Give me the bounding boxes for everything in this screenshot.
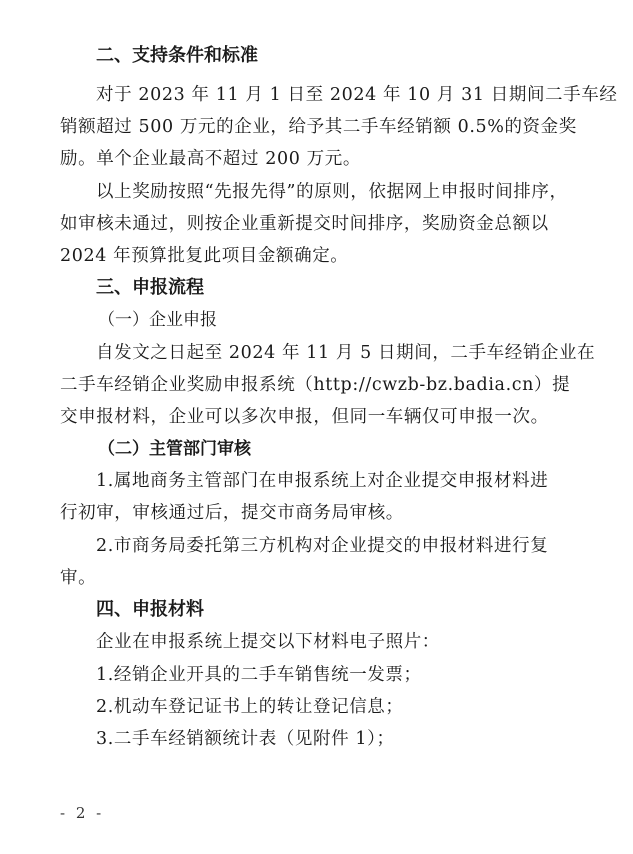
paragraph-line: 以上奖励按照“先报先得”的原则，依据网上申报时间排序，	[96, 182, 568, 202]
paragraph-line: 2024 年预算批复此项目金额确定。	[60, 246, 349, 266]
page-number: - 2 -	[60, 804, 105, 822]
list-item-line: 1.属地商务主管部门在申报系统上对企业提交申报材料进	[96, 471, 549, 491]
paragraph-line: 励。单个企业最高不超过 200 万元。	[60, 149, 361, 169]
section-heading-application-process: 三、申报流程	[96, 277, 204, 298]
list-item: 3.二手车经销额统计表（见附件 1）；	[96, 729, 395, 749]
paragraph-line: 对于 2023 年 11 月 1 日至 2024 年 10 月 31 日期间二手车经	[96, 85, 618, 105]
list-item: 1.经销企业开具的二手车销售统一发票；	[96, 665, 422, 685]
subsection-heading-enterprise-application: （一）企业申报	[98, 310, 217, 330]
paragraph-line: 销额超过 500 万元的企业，给予其二手车经销额 0.5%的资金奖	[60, 117, 577, 137]
paragraph-line: 自发文之日起至 2024 年 11 月 5 日期间，二手车经销企业在	[96, 343, 596, 363]
paragraph-line: 二手车经销企业奖励申报系统（http://cwzb-bz.badia.cn）提	[60, 375, 571, 395]
section-heading-support-criteria: 二、支持条件和标准	[96, 45, 258, 66]
list-item-line: 2.市商务局委托第三方机构对企业提交的申报材料进行复	[96, 536, 549, 556]
section-heading-application-materials: 四、申报材料	[96, 599, 204, 620]
list-item-line: 审。	[60, 568, 97, 588]
paragraph-line: 企业在申报系统上提交以下材料电子照片：	[96, 632, 440, 652]
paragraph-line: 如审核未通过，则按企业重新提交时间排序，奖励资金总额以	[60, 214, 549, 234]
list-item: 2.机动车登记证书上的转让登记信息；	[96, 697, 404, 717]
paragraph-line: 交申报材料，企业可以多次申报，但同一车辆仅可申报一次。	[60, 407, 549, 427]
list-item-line: 行初审，审核通过后，提交市商务局审核。	[60, 503, 404, 523]
subsection-heading-department-review: （二）主管部门审核	[98, 439, 251, 459]
